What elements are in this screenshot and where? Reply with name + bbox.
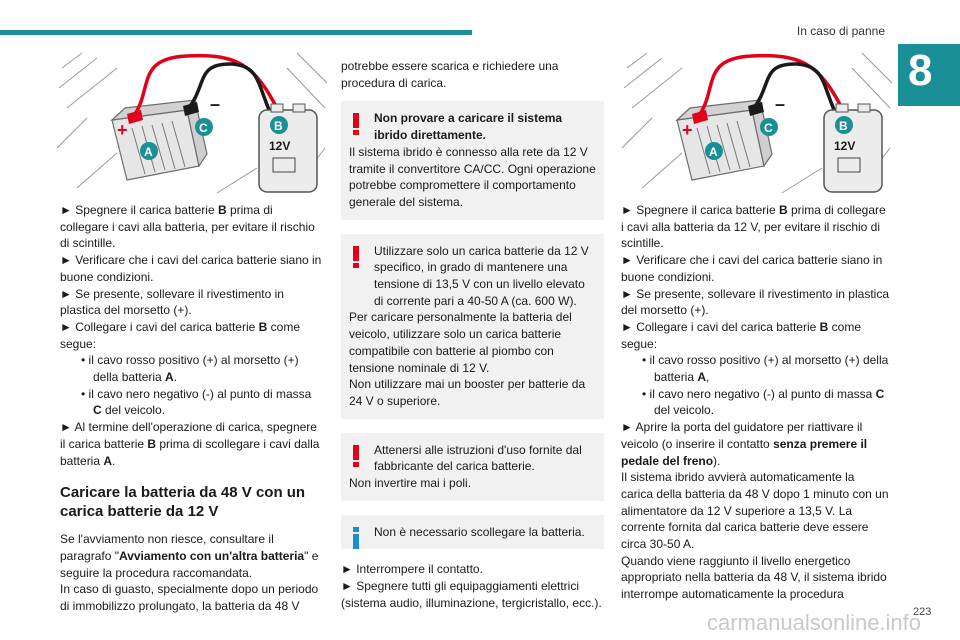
paragraph-fault: In caso di guasto, specialmente dopo un periodo di immobilizzo prolungato, la batteria da 48 V [60, 582, 319, 614]
label-b: B [839, 119, 848, 133]
warning-box-hybrid [341, 101, 604, 219]
label-a: A [144, 145, 153, 159]
plus-sign: + [117, 120, 128, 140]
step-item: ► Spegnere il carica batterie B prima di collegare i cavi alla batteria, per evitare il rischio di scintille. [60, 203, 315, 251]
step-item: ► Spegnere il carica batterie B prima di collegare i cavi alla batteria da 12 V, per evitare il rischio di scintille. [621, 203, 886, 251]
warning-box-charger [341, 234, 604, 419]
illustration-left [57, 48, 327, 203]
info-icon [352, 527, 360, 549]
paragraph-intro: Se l'avviamento non riesce, consultare il paragrafo "Avviamento con un'altra batteria" e seguire la procedura raccomandata. [60, 532, 319, 580]
warning-text: Per caricare personalmente la batteria del veicolo, utilizzare solo un carica batterie compatibile con batterie al piombo con tensione nominale di 12 V. [349, 310, 572, 375]
minus-sign: – [775, 94, 786, 114]
info-box [341, 515, 604, 550]
step-equipment-off: ► Spegnere tutti gli equipaggiamenti elettrici (sistema audio, illuminazione, tergicristallo, ecc.). [341, 579, 602, 610]
paragraph-auto-stop: Quando viene raggiunto il livello energetico appropriato nella batteria da 48 V, il sistema ibrido interrompe automaticamente la procedura [621, 553, 887, 602]
step-item: ► Collegare i cavi del carica batterie B come segue: [60, 319, 300, 351]
paragraph-continue: potrebbe essere scarica e richiedere una procedura di carica. [341, 59, 559, 90]
warning-title: Non provare a caricare il sistema ibrido direttamente. [374, 111, 563, 143]
label-b: B [274, 119, 283, 133]
plus-sign: + [682, 120, 693, 140]
section-heading: Caricare la batteria da 48 V con un carica batterie da 12 V [60, 484, 306, 521]
steps-list [60, 202, 322, 352]
column-middle [341, 58, 604, 612]
watermark: carmanualsonline.info [707, 610, 922, 635]
column-left [60, 202, 322, 615]
step-item: ► Se presente, sollevare il rivestimento in plastica del morsetto (+). [621, 286, 889, 318]
label-c: C [764, 121, 773, 135]
warning-text: Attenersi alle istruzioni d'uso fornite dal fabbricante del carica batterie. [374, 442, 582, 474]
label-c: C [199, 121, 208, 135]
warning-text: Utilizzare solo un carica batterie da 12 V specifico, in grado di mantenere una tensione di 13,5 V con un livello elevato di corrente pari a 40-50 A (ca. 600 W). [374, 243, 589, 308]
step-item: ► Se presente, sollevare il rivestimento in plastica del morsetto (+). [60, 286, 284, 318]
step-end: ► Al termine dell'operazione di carica, spegnere il carica batterie B prima di scollegare i cavi dalla batteria A. [60, 420, 320, 468]
battery-charger-illustration [622, 48, 892, 198]
charger-voltage-label: 12V [269, 139, 291, 153]
warning-text: Non invertire mai i poli. [349, 476, 472, 491]
minus-sign: – [210, 94, 221, 114]
step-item: ► Collegare i cavi del carica batterie B come segue: [621, 319, 861, 351]
step-item: ► Verificare che i cavi del carica batterie siano in buone condizioni. [621, 253, 883, 284]
page-number: 223 [913, 606, 932, 618]
warning-body: Il sistema ibrido è connesso alla rete da 12 V tramite il convertitore CA/CC. Ogni operazione potrebbe compromettere il comportamento generale del sistema. [349, 144, 596, 209]
warning-text: Non utilizzare mai un booster per batterie da 24 V o superiore. [349, 377, 586, 408]
sub-step-black: • il cavo nero negativo (-) al punto di massa C del veicolo. [642, 386, 885, 418]
step-item: ► Verificare che i cavi del carica batterie siano in buone condizioni. [60, 253, 322, 284]
charger-voltage-label: 12V [834, 139, 856, 153]
column-right [621, 202, 889, 603]
chapter-number: 8 [908, 46, 933, 95]
warning-box-instructions [341, 433, 604, 501]
illustration-right [622, 48, 892, 203]
header-accent-bar [0, 30, 472, 35]
warning-icon [352, 246, 360, 268]
warning-icon [352, 445, 360, 467]
info-text: Non è necessario scollegare la batteria. [374, 524, 585, 539]
paragraph-auto-charge: Il sistema ibrido avvierà automaticamente la carica della batteria da 48 V dopo 1 minuto con un alimentatore da 12 V superiore a 13,5 V. La corrente fornita dal carica batterie deve essere circa 30-50 A. [621, 470, 889, 552]
sub-step-red: • il cavo rosso positivo (+) al morsetto (+) della batteria A. [81, 353, 299, 385]
steps-list [621, 202, 889, 352]
sub-step-red: • il cavo rosso positivo (+) al morsetto (+) della batteria A, [642, 353, 889, 385]
sub-step-black: • il cavo nero negativo (-) al punto di massa C del veicolo. [81, 386, 312, 418]
step-open-door: ► Aprire la porta del guidatore per riattivare il veicolo (o inserire il contatto senza premere il pedale del freno). [621, 420, 868, 468]
chapter-tab [898, 44, 960, 106]
battery-charger-illustration [57, 48, 327, 198]
label-a: A [709, 145, 718, 159]
step-ignition-off: ► Interrompere il contatto. [341, 562, 483, 577]
warning-icon [352, 113, 360, 135]
section-title: In caso di panne [796, 24, 885, 38]
